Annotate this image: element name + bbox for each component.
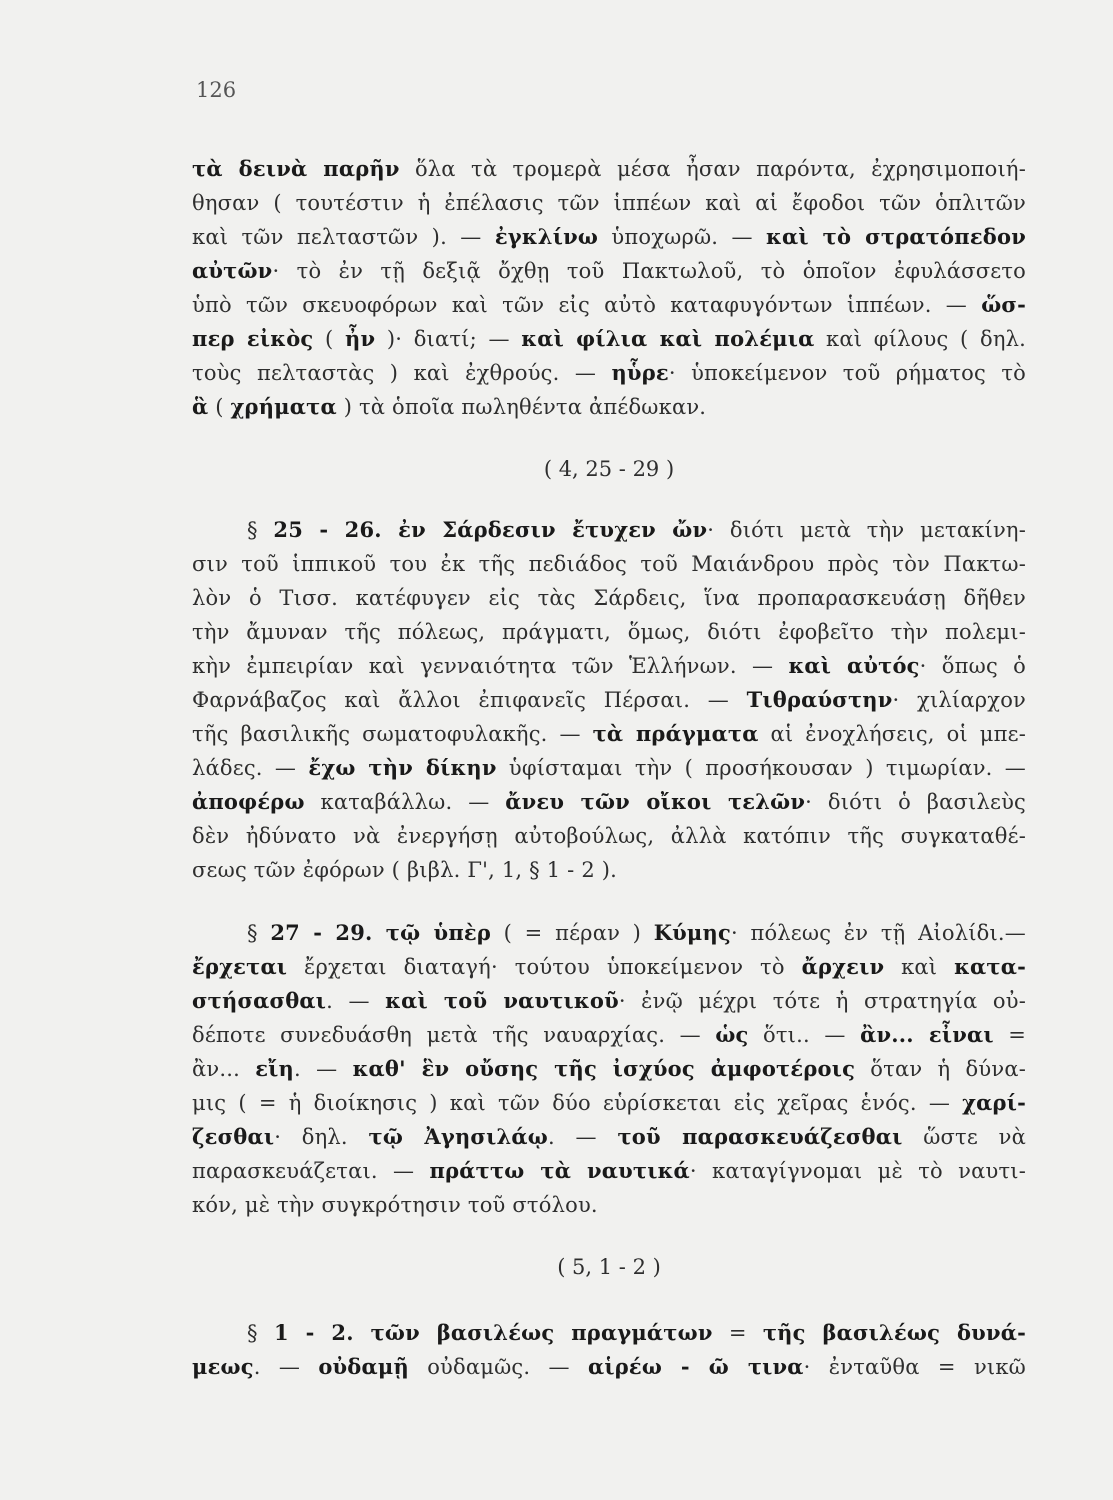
text-line: τοὺς πελταστὰς ) καὶ ἐχθρούς. — ηὗρε· ὑποκείμενον τοῦ ρήματος τὸ: [192, 360, 1026, 385]
text-line: Φαρνάβαζος καὶ ἄλλοι ἐπιφανεῖς Πέρσαι. — Τιθραύστην· χιλίαρχον: [192, 687, 1026, 712]
text-line: § 1 - 2. τῶν βασιλέως πραγμάτων = τῆς βασιλέως δυνά-: [247, 1320, 1026, 1345]
text-line: κὴν ἐμπειρίαν καὶ γενναιότητα τῶν Ἑλλήνων. — καὶ αὐτός· ὅπως ὁ: [192, 653, 1026, 678]
text-line: § 25 - 26. ἐν Σάρδεσιν ἔτυχεν ὤν· διότι μετὰ τὴν μετακίνη-: [247, 517, 1026, 542]
page-number: 126: [196, 78, 237, 102]
text-line: λὸν ὁ Τισσ. κατέφυγεν εἰς τὰς Σάρδεις, ἵνα προπαρασκευάσῃ δῆθεν: [192, 586, 1026, 610]
bold-term: τὰ δεινὰ παρῆν: [192, 156, 400, 181]
text-line: § 27 - 29. τῷ ὑπὲρ ( = πέραν ) Κύμης· πόλεως ἐν τῇ Αἰολίδι.—: [247, 920, 1026, 945]
text-line: ζεσθαι· δηλ. τῷ Ἀγησιλάῳ. — τοῦ παρασκευάζεσθαι ὥστε νὰ: [192, 1124, 1026, 1149]
text-line: ἀποφέρω καταβάλλω. — ἄνευ τῶν οἴκοι τελῶν· διότι ὁ βασιλεὺς: [192, 789, 1026, 814]
text-line: μις ( = ἡ διοίκησις ) καὶ τῶν δύο εὑρίσκεται εἰς χεῖρας ἑνός. — χαρί-: [192, 1090, 1026, 1115]
text-line: ἃ ( χρήματα ) τὰ ὁποῖα πωληθέντα ἀπέδωκαν.: [192, 394, 707, 419]
section-heading: ( 4, 25 - 29 ): [543, 457, 675, 481]
text-line: ἔρχεται ἔρχεται διαταγή· τούτου ὑποκείμενον τὸ ἄρχειν καὶ κατα-: [192, 954, 1026, 979]
text-line: τὴν ἄμυναν τῆς πόλεως, πράγματι, ὅμως, διότι ἐφοβεῖτο τὴν πολεμι-: [192, 620, 1026, 644]
text-line: μεως. — οὐδαμῇ οὐδαμῶς. — αἱρέω - ῶ τινα· ἐνταῦθα = νικῶ: [192, 1354, 1026, 1379]
text-line: δὲν ἠδύνατο νὰ ἐνεργήσῃ αὐτοβούλως, ἀλλὰ κατόπιν τῆς συγκαταθέ-: [192, 824, 1026, 848]
text-line: σιν τοῦ ἱππικοῦ του ἐκ τῆς πεδιάδος τοῦ Μαιάνδρου πρὸς τὸν Πακτω-: [192, 552, 1026, 576]
text-line: αὐτῶν· τὸ ἐν τῇ δεξιᾷ ὄχθῃ τοῦ Πακτωλοῦ, τὸ ὁποῖον ἐφυλάσσετο: [192, 258, 1026, 283]
text-line: δέποτε συνεδυάσθη μετὰ τῆς ναυαρχίας. — ὡς ὅτι.. — ἂν... εἶναι =: [192, 1022, 1026, 1047]
text-line: στήσασθαι. — καὶ τοῦ ναυτικοῦ· ἐνῷ μέχρι τότε ἡ στρατηγία οὐ-: [192, 988, 1026, 1013]
text-line: παρασκευάζεται. — πράττω τὰ ναυτικά· καταγίγνομαι μὲ τὸ ναυτι-: [192, 1158, 1026, 1183]
text-line: τῆς βασιλικῆς σωματοφυλακῆς. — τὰ πράγματα αἱ ἐνοχλήσεις, οἱ μπε-: [192, 721, 1026, 746]
text-line: σεως τῶν ἐφόρων ( βιβλ. Γ', 1, § 1 - 2 ).: [192, 858, 618, 882]
text-line: λάδες. — ἔχω τὴν δίκην ὑφίσταμαι τὴν ( προσήκουσαν ) τιμωρίαν. —: [192, 755, 1026, 780]
text-line: τὰ δεινὰ παρῆν ὅλα τὰ τρομερὰ μέσα ἦσαν παρόντα, ἐχρησιμοποιή-: [192, 156, 1026, 181]
text-line: κόν, μὲ τὴν συγκρότησιν τοῦ στόλου.: [192, 1193, 598, 1217]
text-line: καὶ τῶν πελταστῶν ). — ἐγκλίνω ὑποχωρῶ. — καὶ τὸ στρατόπεδον: [192, 224, 1026, 249]
text-line: περ εἰκὸς ( ἦν )· διατί; — καὶ φίλια καὶ πολέμια καὶ φίλους ( δηλ.: [192, 326, 1026, 351]
text-line: ὑπὸ τῶν σκευοφόρων καὶ τῶν εἰς αὐτὸ καταφυγόντων ἱππέων. — ὥσ-: [192, 292, 1026, 317]
text-line: ἂν... εἴη. — καθ' ἓν οὔσης τῆς ἰσχύος ἀμφοτέροις ὅταν ἡ δύνα-: [192, 1056, 1026, 1081]
section-heading: ( 5, 1 - 2 ): [557, 1255, 661, 1279]
text-line: θησαν ( τουτέστιν ἡ ἐπέλασις τῶν ἱππέων καὶ αἱ ἔφοδοι τῶν ὁπλιτῶν: [192, 191, 1026, 215]
